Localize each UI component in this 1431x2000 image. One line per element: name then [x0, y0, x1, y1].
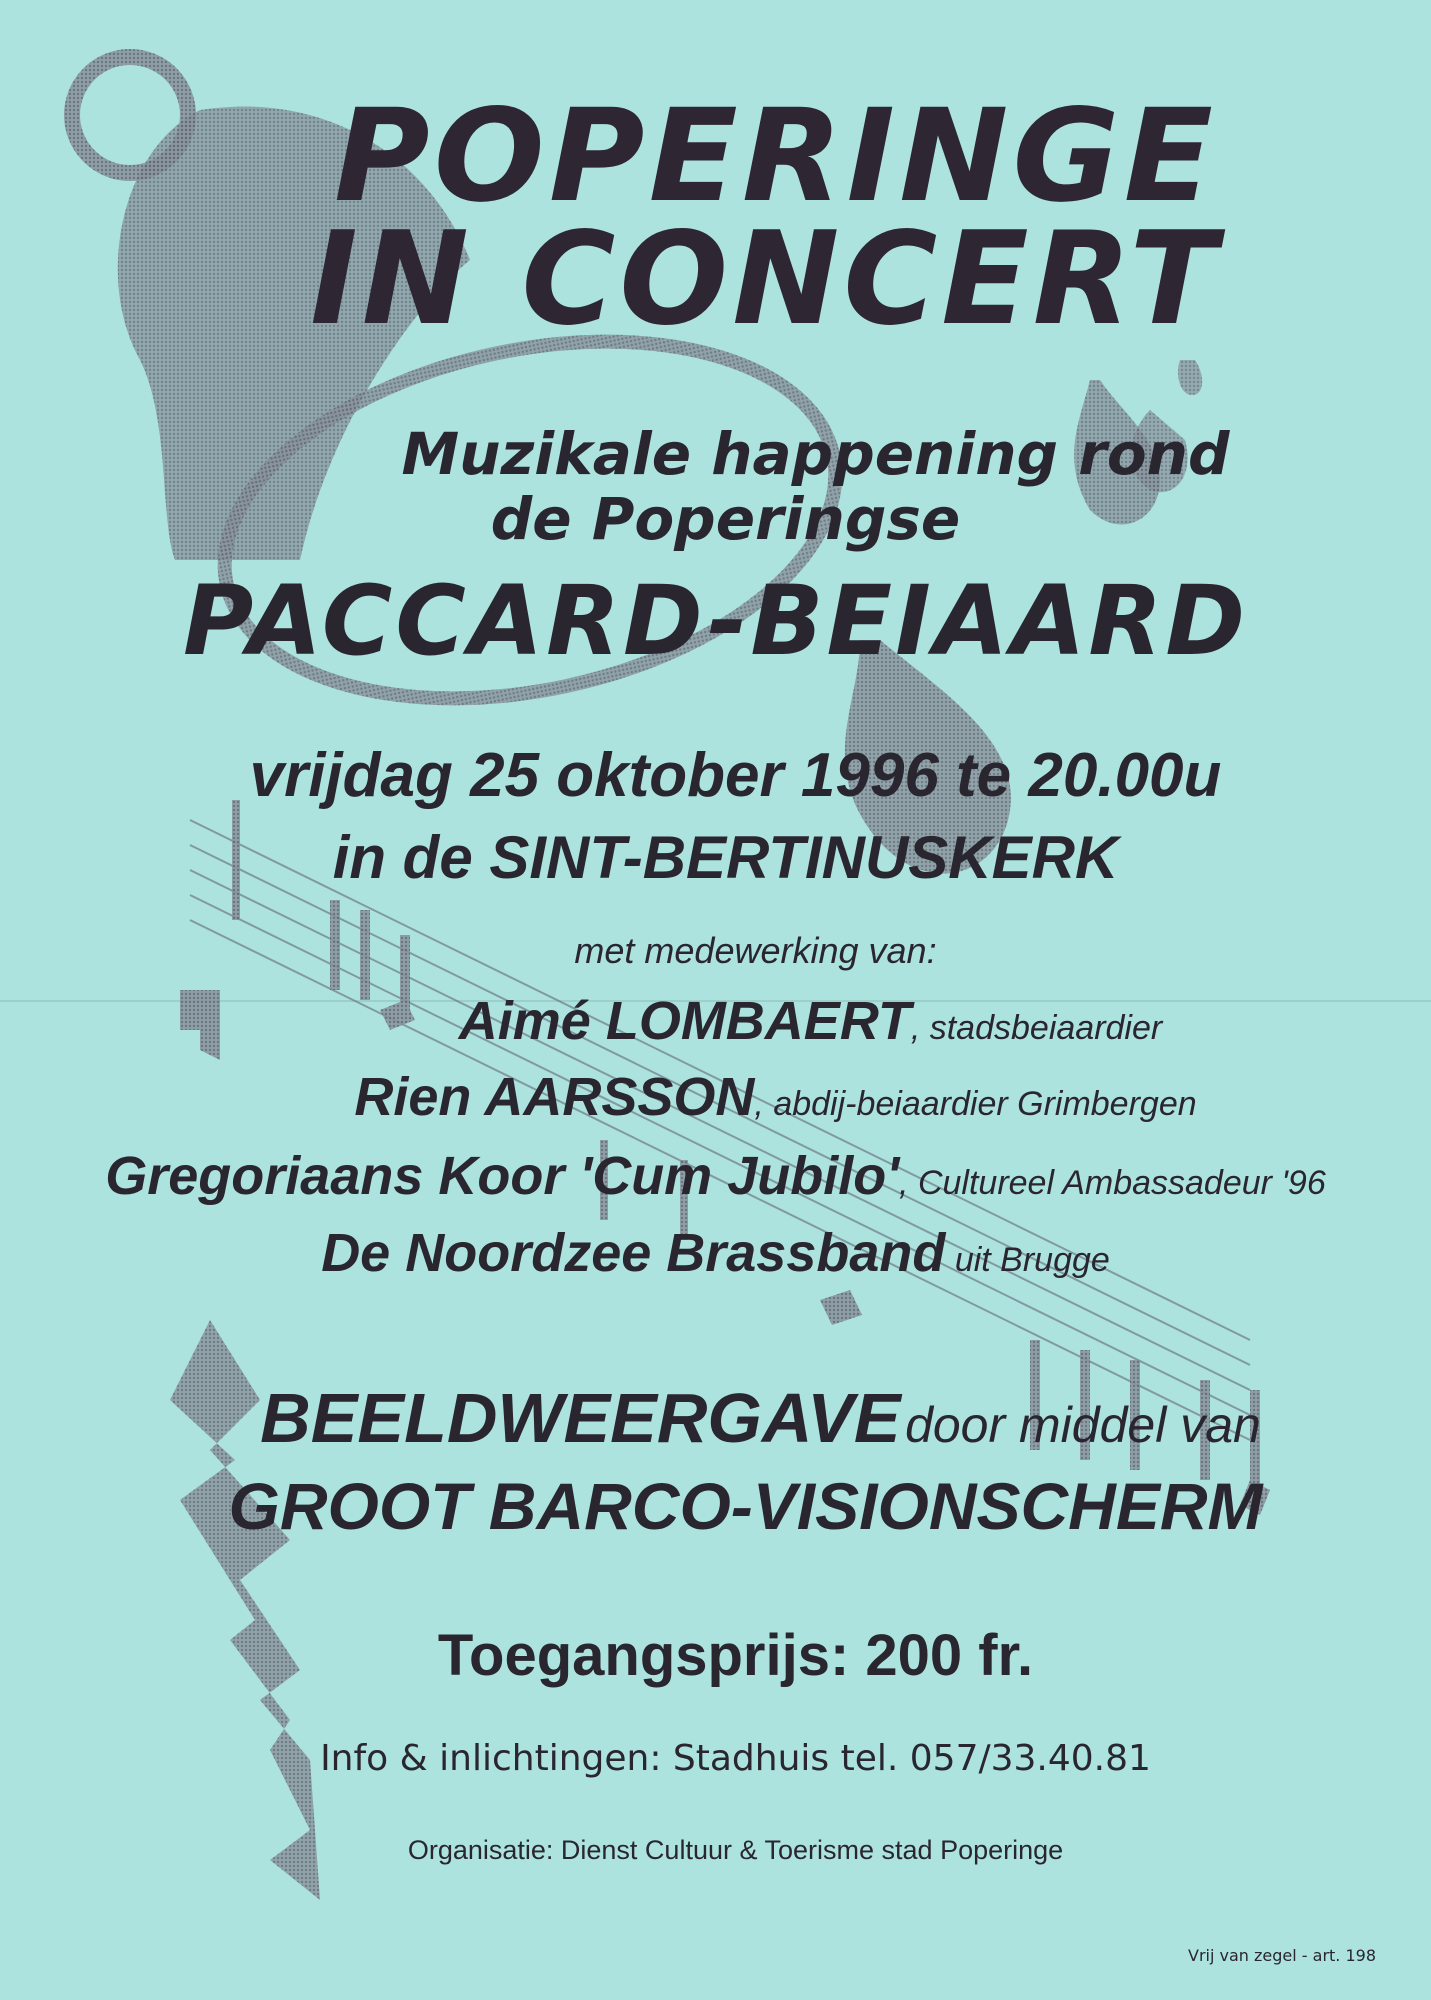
performer-line — [0, 1222, 1431, 1284]
admission-price: Toegangsprijs: 200 fr. — [437, 1623, 1034, 1688]
stamp-note: Vrij van zegel - art. 198 — [1188, 1946, 1376, 1965]
performer-separator — [945, 1241, 954, 1279]
performer-role: stadsbeiaardier — [929, 1009, 1163, 1047]
subtitle-line-1: Muzikale happening rond — [401, 420, 1230, 488]
info-contact: Info & inlichtingen: Stadhuis tel. 057/33.40.81 — [320, 1738, 1151, 1779]
performer-role: abdij-beiaardier Grimbergen — [773, 1085, 1197, 1123]
performer-separator: , — [910, 1009, 930, 1047]
subtitle-line-2: de Poperingse — [490, 485, 961, 553]
performer-line — [0, 1145, 1431, 1207]
title-line-2: IN CONCERT — [310, 205, 1221, 354]
organisation: Organisatie: Dienst Cultuur & Toerisme stad Poperinge — [407, 1835, 1064, 1865]
screen-line-2: GROOT BARCO-VISIONSCHERM — [228, 1469, 1263, 1543]
screen-big-text: BEELDWEERGAVE — [260, 1379, 901, 1457]
cooperation-label: met medewerking van: — [574, 930, 937, 971]
headline: PACCARD-BEIAARD — [183, 565, 1248, 677]
title-line-1: POPERINGE — [333, 82, 1218, 231]
event-venue: in de SINT-BERTINUSKERK — [332, 824, 1119, 891]
performer-role: Cultureel Ambassadeur '96 — [917, 1164, 1326, 1202]
performer-separator: , — [754, 1085, 774, 1123]
performer-name: De Noordzee Brassband — [321, 1223, 946, 1283]
event-date: vrijdag 25 oktober 1996 te 20.00u — [249, 741, 1222, 810]
performer-name: Rien AARSSON — [354, 1067, 755, 1127]
screen-line-1 — [45, 1378, 1431, 1458]
performer-separator: , — [899, 1164, 918, 1202]
performer-name: Gregoriaans Koor 'Cum Jubilo' — [105, 1146, 900, 1206]
performer-role: uit Brugge — [954, 1241, 1110, 1279]
performer-line — [60, 1066, 1431, 1128]
performer-line — [95, 990, 1431, 1052]
screen-small-text: door middel van — [905, 1397, 1261, 1453]
performer-name: Aimé LOMBAERT — [458, 991, 911, 1051]
drop-small — [1178, 360, 1202, 395]
music-staff — [190, 820, 1250, 1440]
